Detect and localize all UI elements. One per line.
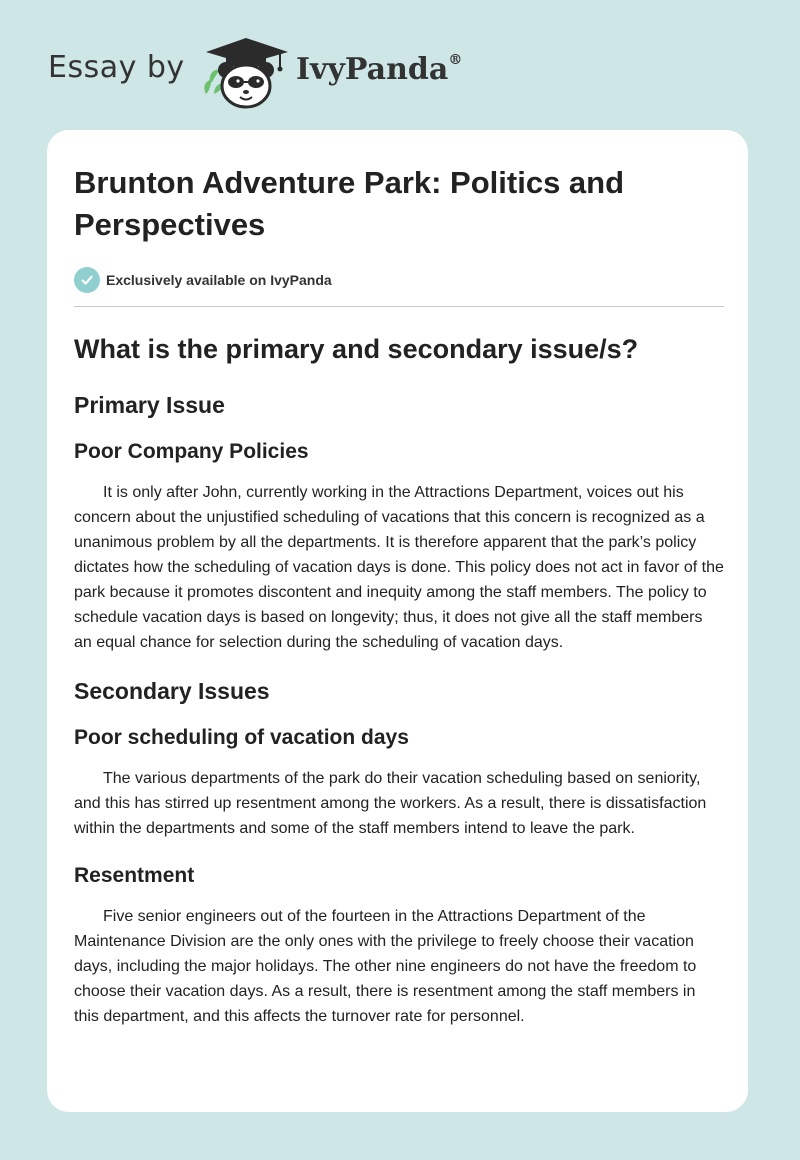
primary-issue-heading: Primary Issue	[74, 392, 225, 418]
exclusive-text: Exclusively available on IvyPanda	[106, 272, 332, 288]
resentment-paragraph: Five senior engineers out of the fourteen in the Attractions Department of the Maintenance Division are the only ones with the privilege to freely choose their vacation days, including the major holidays. The other nine engineers do not have the freedom to choose their vacation days. As a result, there is resentment among the staff members in this department, and this affects the turnover rate for personnel.	[74, 908, 697, 1025]
brand-name[interactable]: IvyPanda®	[296, 52, 463, 87]
poor-policies-heading: Poor Company Policies	[74, 440, 309, 463]
essay-content	[74, 162, 724, 1029]
site-header	[0, 0, 800, 130]
section-question-heading: What is the primary and secondary issue/s?	[74, 334, 639, 364]
poor-scheduling-heading: Poor scheduling of vacation days	[74, 726, 409, 749]
check-icon	[74, 267, 100, 293]
divider	[74, 306, 724, 307]
exclusive-badge	[74, 267, 724, 293]
essay-by-label: Essay by	[48, 50, 185, 85]
poor-scheduling-paragraph: The various departments of the park do their vacation scheduling based on seniority, and this has stirred up resentment among the workers. As a result, there is dissatisfaction within the departments and some of the staff members intend to leave the park.	[74, 770, 707, 837]
panda-logo-icon	[200, 34, 292, 110]
poor-policies-paragraph: It is only after John, currently working in the Attractions Department, voices out his concern about the unjustified scheduling of vacations that this concern is recognized as a unanimous problem by all the departments. It is therefore apparent that the park’s policy dictates how the scheduling of vacation days is done. This policy does not act in favor of the park because it promotes discontent and inequity among the staff members. The policy to schedule vacation days is based on longevity; thus, it does not give all the staff members an equal chance for selection during the scheduling of vacation days.	[74, 484, 724, 651]
essay-title: Brunton Adventure Park: Politics and Perspectives	[74, 165, 625, 242]
essay-card	[47, 130, 748, 1112]
resentment-heading: Resentment	[74, 864, 195, 887]
secondary-issues-heading: Secondary Issues	[74, 678, 270, 704]
registered-mark: ®	[448, 52, 463, 68]
